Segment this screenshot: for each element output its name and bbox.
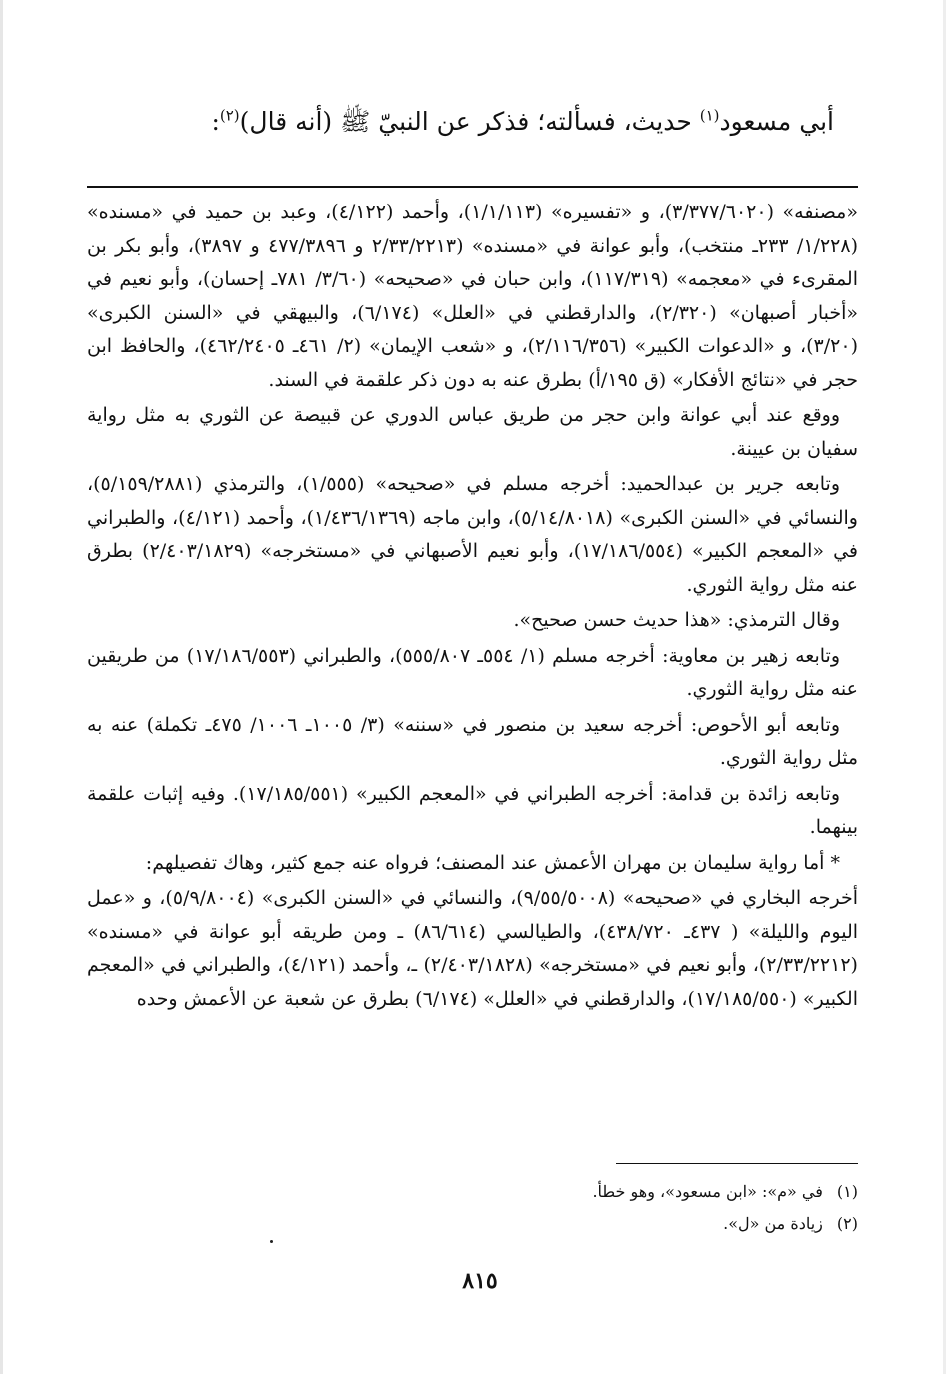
main-text-middle: حديث، فسألته؛ فذكر عن النبيّ ﷺ (أنه قال): [239, 107, 700, 136]
notes-separator-rule: [87, 186, 858, 188]
footnote-text: زيادة من «ل».: [723, 1214, 823, 1233]
note-paragraph: «مصنفه» (٣/٣٧٧/٦٠٢٠)، و «تفسيره» (١/١/١١٣)، وأحمد (٤/١٢٢)، وعبد بن حميد في «مسنده» (١/٢٢٨/ ٢٣٣ـ منتخب)، وأبو عوانة في «مسنده» (٢/٣٣/٢٢١٣ و ٤٧٧/٣٨٩٦ و ٣٨٩٧)، وأبو بكر بن المقرىء في «معجمه» (١١٧/٣١٩)، وابن حبان في «صحيحه» (٣/٦٠/ ٧٨١ـ إحسان)، وأبو نعيم في «أخبار أصبهان» (٢/٣٢٠)، والدارقطني في «العلل» (٦/١٧٤)، والبيهقي في «السنن الكبرى» (٣/٢٠)، و «الدعوات الكبير» (٢/١١٦/٣٥٦)، و «شعب الإيمان» (٢/ ٤٦١ـ ٤٦٢/٢٤٠٥)، والحافظ ابن حجر في «نتائج الأفكار» (ق ١٩٥/أ) بطرق عنه به دون ذكر علقمة في السند.: [87, 201, 858, 391]
footnotes: [258, 1176, 858, 1240]
footnote-number: (٢): [836, 1214, 858, 1233]
note-paragraph: وتابعه جرير بن عبدالحميد: أخرجه مسلم في «صحيحه» (١/٥٥٥)، والترمذي (٥/١٥٩/٢٨٨١)، والنسائي في «السنن الكبرى» (٥/١٤/٨٠١٨)، وابن ماجه (١/٤٣٦/١٣٦٩)، وأحمد (٤/١٢١)، والطبراني في «المعجم الكبير» (١٧/١٨٦/٥٥٤)، وأبو نعيم الأصبهاني في «مستخرجه» (٢/٤٠٣/١٨٢٩) بطرق عنه مثل رواية الثوري.: [87, 473, 858, 596]
footnote-text: في «م»: «ابن مسعود»، وهو خطأ.: [592, 1182, 823, 1201]
print-speck: [270, 1240, 273, 1243]
footnote-number: (١): [836, 1182, 858, 1201]
footnote-2: [258, 1208, 858, 1240]
main-text-line: [114, 100, 834, 144]
note-paragraph: وتابعه أبو الأحوص: أخرجه سعيد بن منصور في «سننه» (٣/ ١٠٠٥ـ ١٠٠٦/ ٤٧٥ـ تكملة) عنه به مثل رواية الثوري.: [87, 713, 858, 769]
note-paragraph: وقال الترمذي: «هذا حديث حسن صحيح».: [513, 609, 840, 631]
note-paragraph: وتابعه زهير بن معاوية: أخرجه مسلم (١/ ٥٥٤ـ ٥٥٥/٨٠٧)، والطبراني (١٧/١٨٦/٥٥٣) من طريقين عنه مثل رواية الثوري.: [87, 644, 858, 700]
footnote-marker-1: (١): [699, 106, 720, 125]
footnote-marker-2: (٢): [219, 106, 240, 125]
commentary-notes: [87, 196, 858, 1018]
main-text-end: :: [211, 107, 220, 136]
note-paragraph: ووقع عند أبي عوانة وابن حجر من طريق عباس الدوري عن قبيصة عن الثوري به مثل رواية سفيان بن عيينة.: [87, 404, 858, 460]
main-text-start: أبي مسعود: [719, 107, 834, 136]
footnote-1: [258, 1176, 858, 1208]
page-number: ٨١٥: [462, 1268, 498, 1294]
footnote-separator-rule: [616, 1163, 858, 1164]
note-paragraph: * أما رواية سليمان بن مهران الأعمش عند المصنف؛ فرواه عنه جمع كثير، وهاك تفصيلهم:: [145, 851, 840, 874]
note-paragraph: وتابعه زائدة بن قدامة: أخرجه الطبراني في «المعجم الكبير» (١٧/١٨٥/٥٥١). وفيه إثبات علقمة بينهما.: [87, 782, 858, 838]
note-paragraph: أخرجه البخاري في «صحيحه» (٩/٥٥/٥٠٠٨)، والنسائي في «السنن الكبرى» (٥/٩/٨٠٠٤)، و «عمل اليوم والليلة» ( ٤٣٧ـ ٤٣٨/٧٢٠)، والطيالسي (٨٦/٦١٤) ـ ومن طريقه أبو عوانة في «مسنده» (٢/٣٣/٢٢١٢)، وأبو نعيم في «مستخرجه» (٢/٤٠٣/١٨٢٨) ـ، وأحمد (٤/١٢١)، والطبراني في «المعجم الكبير» (١٧/١٨٥/٥٥٠)، والدارقطني في «العلل» (٦/١٧٤) بطرق عن شعبة عن الأعمش وحده: [87, 887, 859, 1010]
